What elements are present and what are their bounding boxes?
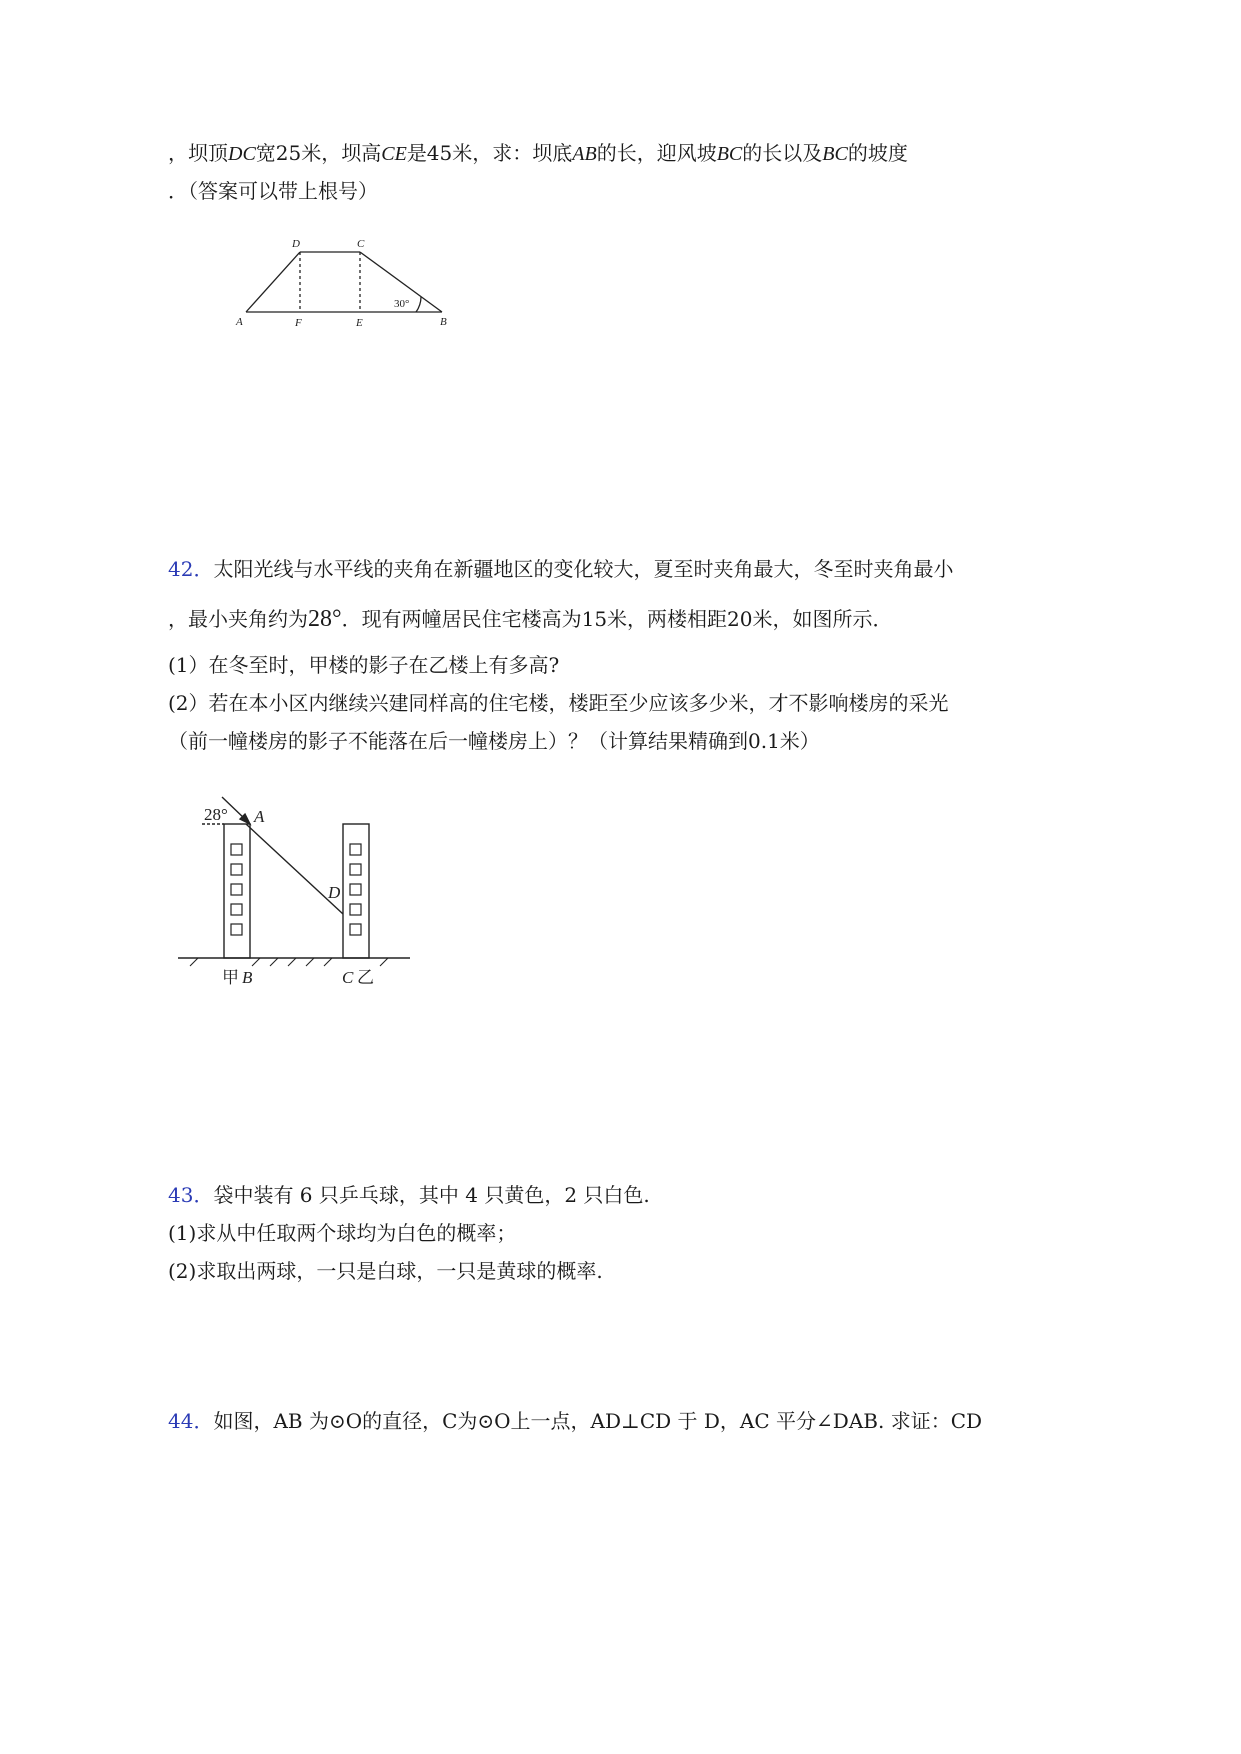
q44-line1 xyxy=(168,1408,982,1434)
q41-line2: ．（答案可以带上根号） xyxy=(168,179,378,203)
q43-number: 43． xyxy=(168,1183,214,1207)
q41-text: 的坡度 xyxy=(847,141,908,165)
angle-label-28: 28° xyxy=(204,805,228,824)
angle-arc xyxy=(416,297,421,312)
label-D: D xyxy=(292,238,300,250)
q42-angle-value: 28° xyxy=(308,606,342,632)
q42-line1 xyxy=(168,556,953,582)
var-BC: BC xyxy=(716,143,743,165)
q41-text: 的长以及 xyxy=(742,141,823,165)
var-DC: DC xyxy=(228,143,256,165)
label-C: C xyxy=(357,238,365,250)
windows-jia xyxy=(231,844,242,935)
label-A: A xyxy=(236,316,243,328)
q41-text: 宽25米，坝高 xyxy=(255,141,382,165)
q42-line2 xyxy=(168,606,893,632)
label-jia: 甲 xyxy=(222,968,239,987)
q43-part2: (2)求取出两球，一只是白球，一只是黄球的概率. xyxy=(168,1259,603,1283)
label-D: D xyxy=(328,883,341,902)
ground-hatch xyxy=(190,958,388,966)
q43-part1: (1)求从中任取两个球均为白色的概率； xyxy=(168,1221,517,1245)
q41-line1 xyxy=(168,140,908,167)
q42-text: ．现有两幢居民住宅楼高为15米，两楼相距20米，如图所示． xyxy=(341,607,893,631)
q42-part1: (1）在冬至时，甲楼的影子在乙楼上有多高? xyxy=(168,653,560,677)
label-B: B xyxy=(242,968,253,987)
var-AB: AB xyxy=(572,143,597,165)
q44-text: 如图，AB 为⊙O的直径，C为⊙O上一点，AD⊥CD 于 D，AC 平分∠DAB. 求证：CD xyxy=(213,1409,983,1433)
label-E: E xyxy=(356,317,363,329)
q42-part2-a: (2）若在本小区内继续兴建同样高的住宅楼，楼距至少应该多少米，才不影响楼房的采光 xyxy=(168,691,949,715)
windows-yi xyxy=(350,844,361,935)
label-C: C xyxy=(342,968,354,987)
angle-label-30: 30° xyxy=(394,298,410,310)
var-BC: BC xyxy=(822,143,848,165)
q44-number: 44． xyxy=(168,1409,214,1433)
q42-part2-b: （前一幢楼房的影子不能落在后一幢楼房上）？（计算结果精确到0.1米） xyxy=(168,729,820,753)
var-CE: CE xyxy=(381,143,407,165)
q42-number: 42． xyxy=(168,557,214,581)
q41-text: 是45米，求：坝底 xyxy=(406,141,573,165)
q42-text: 太阳光线与水平线的夹角在新疆地区的变化较大，夏至时夹角最大，冬至时夹角最小 xyxy=(213,557,954,581)
q42-buildings-figure xyxy=(172,790,422,990)
q41-trapezoid-figure xyxy=(230,236,470,336)
q41-text: 的长，迎风坡 xyxy=(596,141,717,165)
label-B: B xyxy=(440,316,447,328)
label-A: A xyxy=(254,807,265,826)
q42-text: ，最小夹角约为 xyxy=(168,607,308,631)
side-AD xyxy=(246,252,300,312)
q43-text: 袋中装有 6 只乒乓球，其中 4 只黄色，2 只白色. xyxy=(213,1183,650,1207)
q41-text: ，坝顶 xyxy=(168,141,228,165)
label-yi: 乙 xyxy=(357,968,374,987)
label-F: F xyxy=(295,317,302,329)
q43-line1 xyxy=(168,1182,650,1208)
